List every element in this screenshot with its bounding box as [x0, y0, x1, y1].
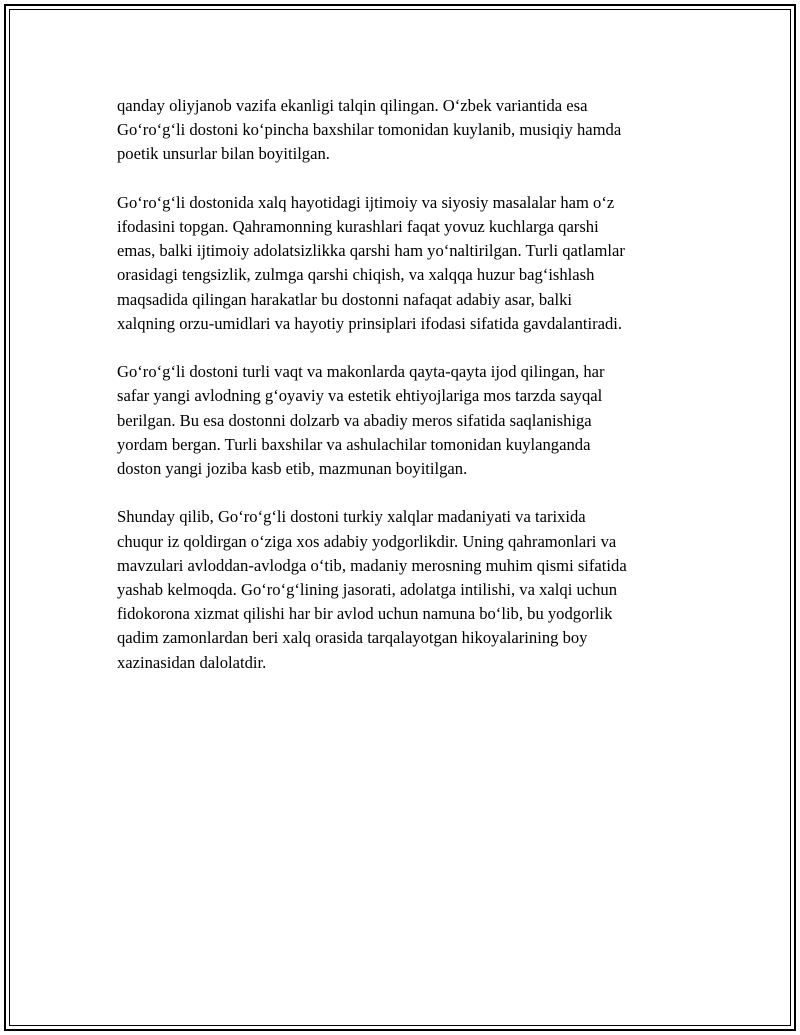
- paragraph-4: Shunday qilib, Go‘ro‘g‘li dostoni turkiy xalqlar madaniyati va tarixida chuqur iz qoldirgan o‘ziga xos adabiy yodgorlikdir. Uning qahramonlari va mavzulari avloddan-avlodga o‘tib, madaniy merosning muhim qismi sifatida yashab kelmoqda. Go‘ro‘g‘lining jasorati, adolatga intilishi, va xalqi uchun fidokorona xizmat qilishi har bir avlod uchun namuna bo‘lib, bu yodgorlik qadim zamonlardan beri xalq orasida tarqalayotgan hikoyalarining boy xazinasidan dalolatdir.: [117, 507, 627, 672]
- paragraph-2: Go‘ro‘g‘li dostonida xalq hayotidagi ijtimoiy va siyosiy masalalar ham o‘z ifodasini topgan. Qahramonning kurashlari faqat yovuz kuchlarga qarshi emas, balki ijtimoiy adolatsizlikka qarshi ham yo‘naltirilgan. Turli qatlamlar orasidagi tengsizlik, zulmga qarshi chiqish, va xalqqa huzur bag‘ishlash maqsadida qilingan harakatlar bu dostonni nafaqat adabiy asar, balki xalqning orzu-umidlari va hayotiy prinsiplari ifodasi sifatida gavdalantiradi.: [117, 192, 625, 333]
- paragraph-1: qanday oliyjanob vazifa ekanligi talqin qilingan. O‘zbek variantida esa Go‘ro‘g‘li dostoni ko‘pincha baxshilar tomonidan kuylanib, musiqiy hamda poetik unsurlar bilan boyitilgan.: [117, 96, 622, 164]
- paragraph-3: Go‘ro‘g‘li dostoni turli vaqt va makonlarda qayta-qayta ijod qilingan, har safar yangi avlodning g‘oyaviy va estetik ehtiyojlariga mos tarzda sayqal berilgan. Bu esa dostonni dolzarb va abadiy meros sifatida saqlanishiga yordam bergan. Turli baxshilar va ashulachilar tomonidan kuylanganda doston yangi joziba kasb etib, mazmunan boyitilgan.: [117, 362, 605, 479]
- document-body: [117, 94, 697, 699]
